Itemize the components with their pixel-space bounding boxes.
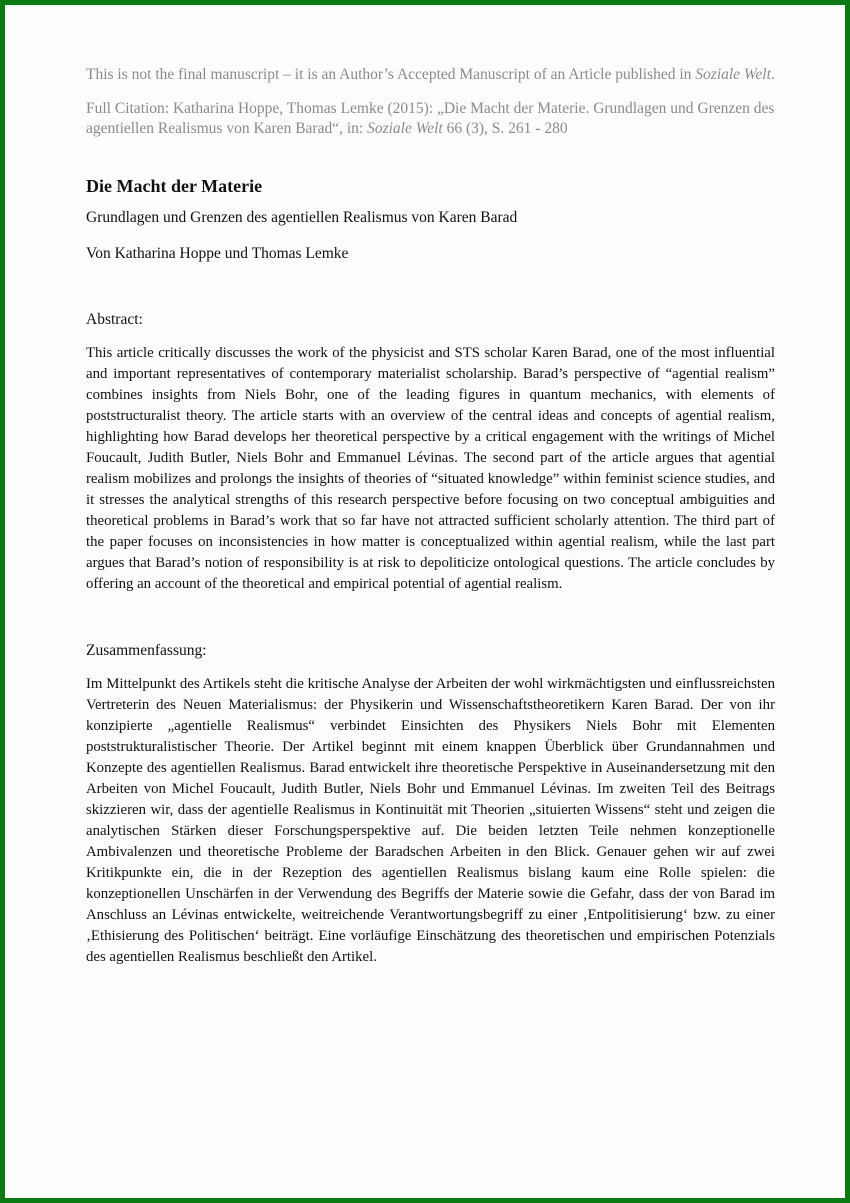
- document-content: [86, 65, 775, 968]
- article-subtitle: Grundlagen und Grenzen des agentiellen Realismus von Karen Barad: [86, 209, 518, 226]
- notice-text: This is not the final manuscript – it is an Author’s Accepted Manuscript of an Article published in: [86, 66, 692, 83]
- notice-journal: Soziale Welt: [695, 66, 771, 83]
- citation-text: Full Citation: Katharina Hoppe, Thomas Lemke (2015): „Die Macht der Materie. Grundlagen und Grenzen des agentiellen Realismus von Karen Barad“, in:: [86, 100, 775, 137]
- full-citation: [86, 99, 775, 139]
- article-title: Die Macht der Materie: [86, 176, 263, 196]
- zusammenfassung-text: Im Mittelpunkt des Artikels steht die kritische Analyse der Arbeiten der wohl wirkmächtigsten und einflussreichsten Vertreterin des Neuen Materialismus: der Physikerin und Wissenschaftstheoretikern Karen Barad. Der von ihr konzipierte „agentielle Realismus“ verbindet Einsichten des Physikers Niels Bohr mit Elementen poststrukturalistischer Theorie. Der Artikel beginnt mit einem knappen Überblick über Grundannahmen und Konzepte des agentiellen Realismus. Barad entwickelt ihre theoretische Perspektive in Auseinandersetzung mit den Arbeiten von Michel Foucault, Judith Butler, Niels Bohr und Emmanuel Lévinas. Im zweiten Teil des Beitrags skizzieren wir, dass der agentielle Realismus in Kontinuität mit Theorien „situierten Wissens“ steht und zeigen die analytischen Stärken dieser Forschungsperspektive auf. Die beiden letzten Teile nehmen konzeptionelle Ambivalenzen und theoretische Probleme der Baradschen Arbeiten in den Blick. Genauer gehen wir auf zwei Kritikpunkte ein, die in der Rezeption des agentiellen Realismus bislang kaum eine Rolle spielen: die konzeptionellen Unschärfen in der Verwendung des Begriffs der Materie sowie die Gefahr, dass der von Barad im Anschluss an Lévinas entwickelte, weitreichende Verantwortungsbegriff zu einer ‚Entpolitisierung‘ bzw. zu einer ‚Ethisierung des Politischen‘ beiträgt. Eine vorläufige Einschätzung des theoretischen und empirischen Potenzials des agentiellen Realismus beschließt den Artikel.: [86, 676, 775, 965]
- citation-volume: 66 (3), S. 261 - 280: [442, 120, 568, 137]
- manuscript-notice: [86, 65, 775, 85]
- citation-journal: Soziale Welt: [367, 120, 443, 137]
- notice-period: .: [770, 66, 775, 83]
- article-authors: Von Katharina Hoppe und Thomas Lemke: [86, 245, 349, 262]
- zusammenfassung-heading: Zusammenfassung:: [86, 642, 207, 659]
- abstract-heading: Abstract:: [86, 311, 143, 328]
- abstract-text: This article critically discusses the work of the physicist and STS scholar Karen Barad, one of the most influential and important representatives of contemporary materialist scholarship. Barad’s perspective of “agential realism” combines insights from Niels Bohr, one of the leading figures in quantum mechanics, with elements of poststructuralist theory. The article starts with an overview of the central ideas and concepts of agential realism, highlighting how Barad develops her theoretical perspective by a critical engagement with the writings of Michel Foucault, Judith Butler, Niels Bohr and Emmanuel Lévinas. The second part of the article argues that agential realism mobilizes and prolongs the insights of theories of “situated knowledge” within feminist science studies, and it stresses the analytical strengths of this research perspective before focusing on two conceptual ambiguities and theoretical problems in Barad’s work that so far have not attracted sufficient scholarly attention. The third part of the paper focuses on inconsistencies in how matter is conceptualized within agential realism, while the last part argues that Barad’s notion of responsibility is at risk to depoliticize ontological questions. The article concludes by offering an account of the theoretical and empirical potential of agential realism.: [86, 345, 775, 592]
